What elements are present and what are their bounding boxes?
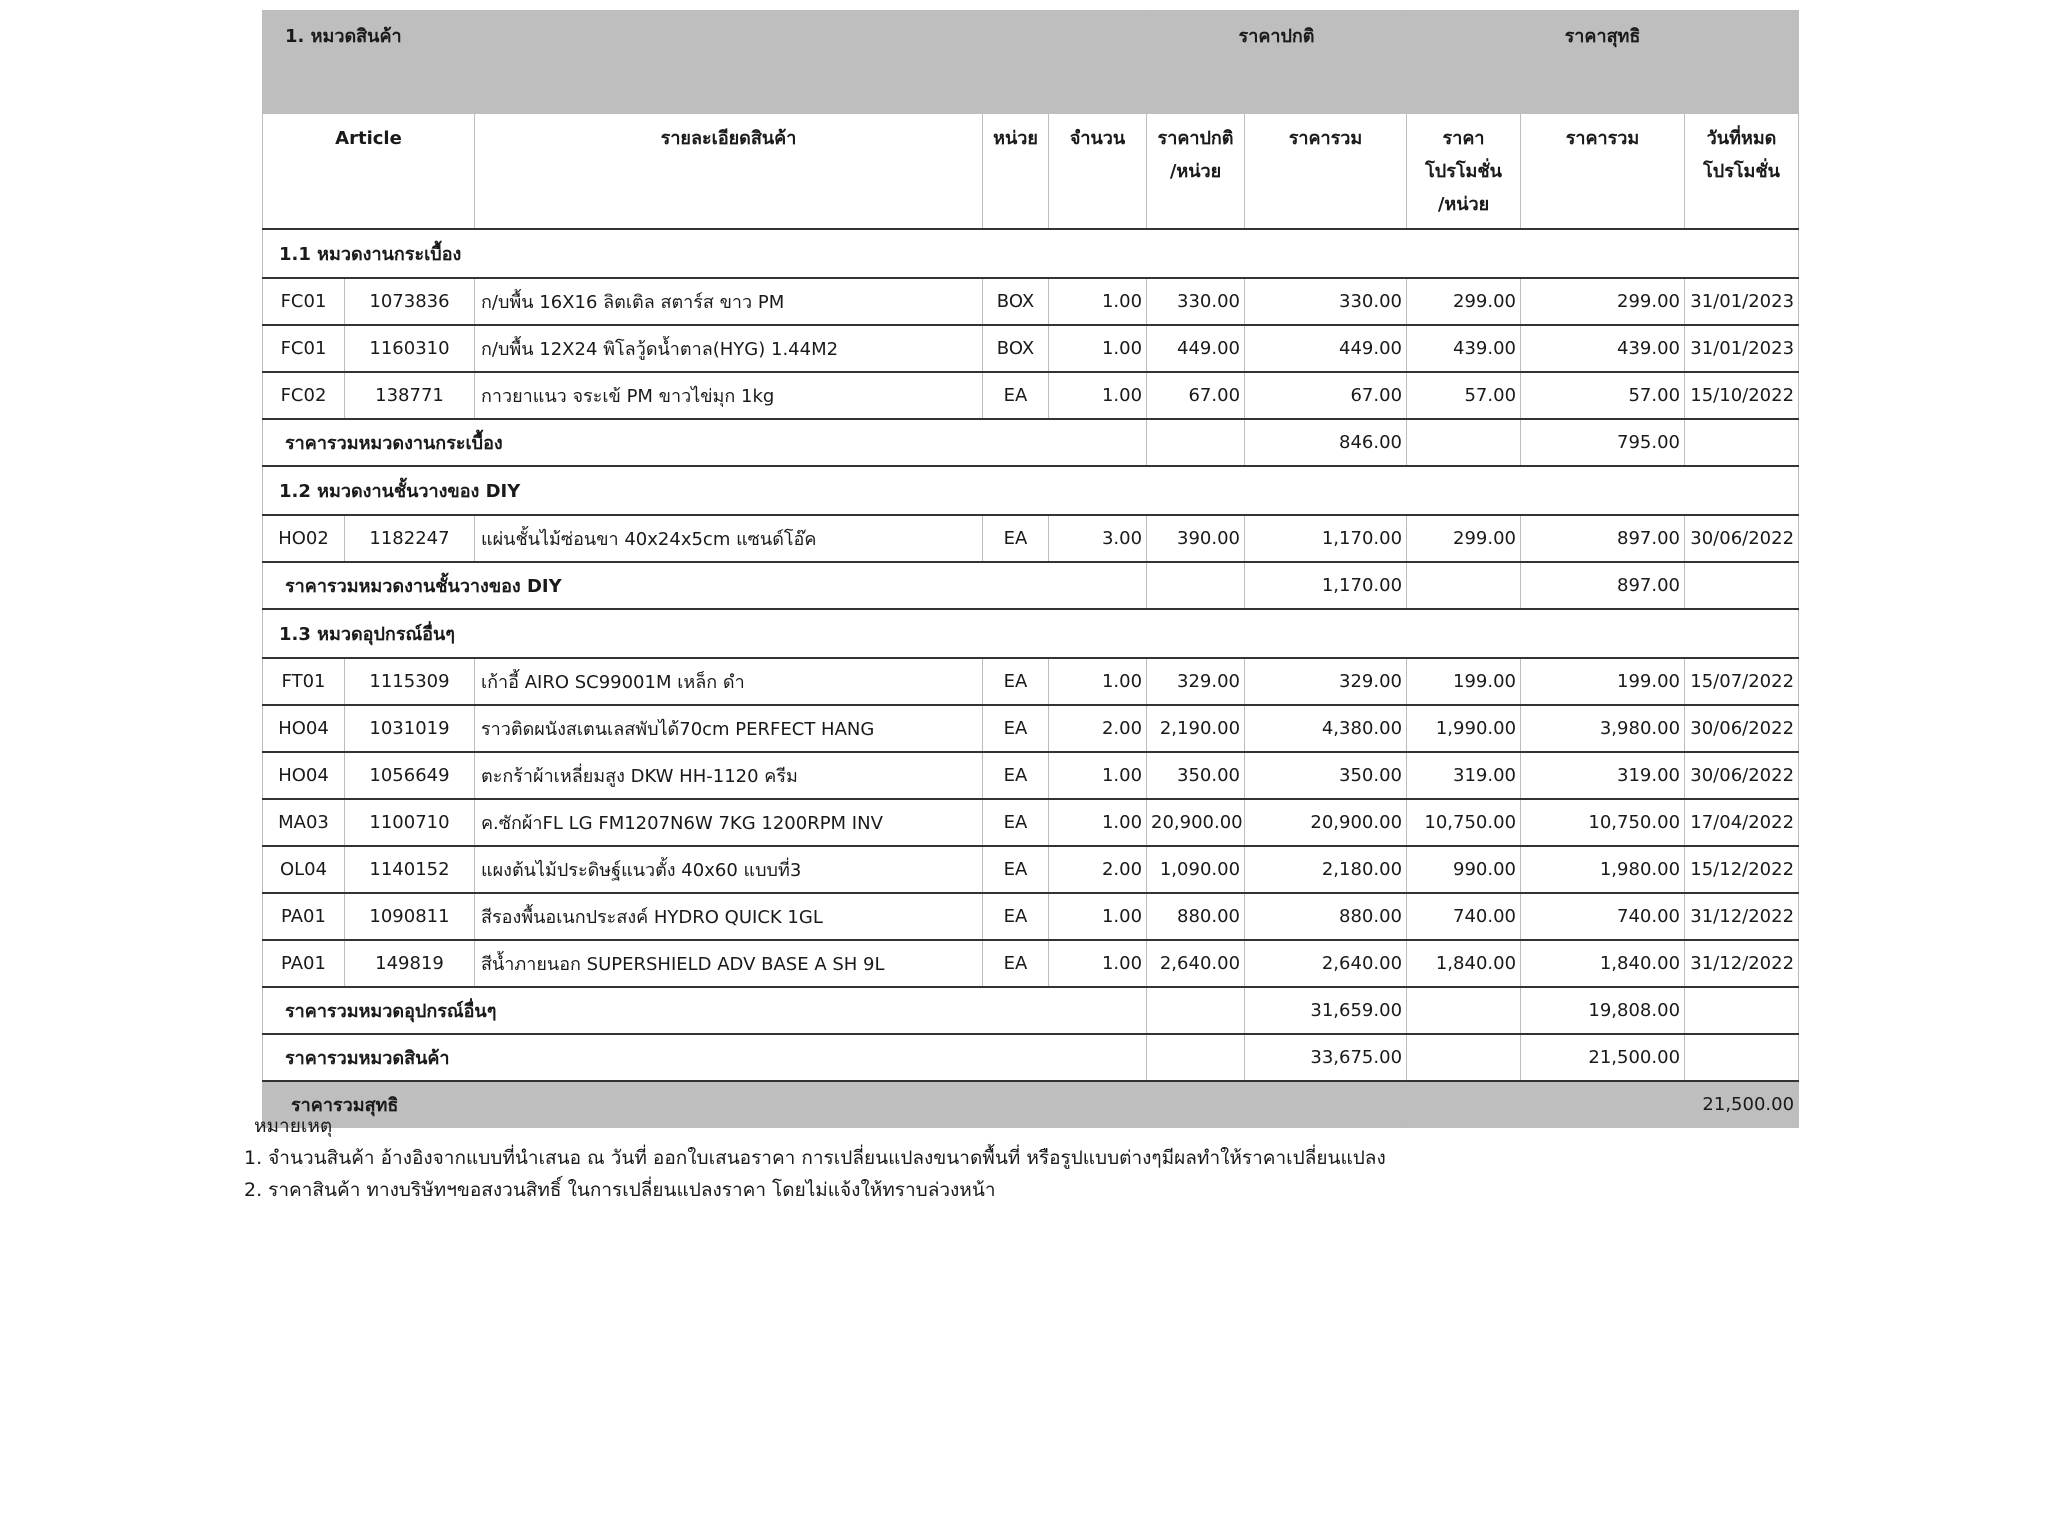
item-promo-total: 199.00 bbox=[1521, 658, 1685, 705]
item-price-per-unit: 1,090.00 bbox=[1147, 846, 1245, 893]
col-promo-total: ราคารวม bbox=[1521, 114, 1685, 230]
col-price-per-unit-line1: ราคาปกติ bbox=[1157, 128, 1234, 149]
item-description: เก้าอี้ AIRO SC99001M เหล็ก ดำ bbox=[475, 658, 983, 705]
subtotal-spacer bbox=[1685, 562, 1799, 609]
col-price-per-unit-line2: /หน่วย bbox=[1169, 161, 1222, 182]
item-group-code: FC01 bbox=[263, 325, 345, 372]
item-promo-end: 31/12/2022 bbox=[1685, 893, 1799, 940]
category-title: 1.1 หมวดงานกระเบื้อง bbox=[263, 229, 1799, 278]
item-qty: 1.00 bbox=[1049, 752, 1147, 799]
item-total: 449.00 bbox=[1245, 325, 1407, 372]
table-row bbox=[263, 846, 1799, 893]
item-article: 1182247 bbox=[345, 515, 475, 562]
item-description: ก/บพื้น 12X24 พิโลวู้ดน้ำตาล(HYG) 1.44M2 bbox=[475, 325, 983, 372]
item-total: 4,380.00 bbox=[1245, 705, 1407, 752]
item-description: ราวติดผนังสเตนเลสพับได้70cm PERFECT HANG bbox=[475, 705, 983, 752]
grand-total-label: ราคารวมสุทธิ bbox=[263, 1081, 1407, 1128]
col-unit: หน่วย bbox=[983, 114, 1049, 230]
item-promo-end: 15/07/2022 bbox=[1685, 658, 1799, 705]
section-title: 1. หมวดสินค้า bbox=[263, 11, 1147, 114]
item-promo-end: 31/01/2023 bbox=[1685, 325, 1799, 372]
col-qty: จำนวน bbox=[1049, 114, 1147, 230]
column-header-row bbox=[263, 114, 1799, 230]
item-unit: EA bbox=[983, 515, 1049, 562]
subtotal-spacer bbox=[1407, 987, 1521, 1034]
item-group-code: PA01 bbox=[263, 940, 345, 987]
item-description: ค.ซักผ้าFL LG FM1207N6W 7KG 1200RPM INV bbox=[475, 799, 983, 846]
item-promo-end: 15/12/2022 bbox=[1685, 846, 1799, 893]
item-price-per-unit: 880.00 bbox=[1147, 893, 1245, 940]
subtotal-spacer bbox=[1407, 562, 1521, 609]
item-description: แผ่นชั้นไม้ซ่อนขา 40x24x5cm แซนด์โอ๊ค bbox=[475, 515, 983, 562]
item-group-code: FC02 bbox=[263, 372, 345, 419]
item-unit: EA bbox=[983, 940, 1049, 987]
item-qty: 3.00 bbox=[1049, 515, 1147, 562]
item-article: 1160310 bbox=[345, 325, 475, 372]
category-subtotal-row bbox=[263, 987, 1799, 1034]
item-promo-total: 439.00 bbox=[1521, 325, 1685, 372]
item-total: 880.00 bbox=[1245, 893, 1407, 940]
item-promo-end: 31/01/2023 bbox=[1685, 278, 1799, 325]
col-total: ราคารวม bbox=[1245, 114, 1407, 230]
section-total-spacer bbox=[1147, 1034, 1245, 1081]
item-qty: 1.00 bbox=[1049, 372, 1147, 419]
item-group-code: FT01 bbox=[263, 658, 345, 705]
item-price-per-unit: 67.00 bbox=[1147, 372, 1245, 419]
item-promo-price: 740.00 bbox=[1407, 893, 1521, 940]
item-price-per-unit: 2,640.00 bbox=[1147, 940, 1245, 987]
category-subtotal-net: 795.00 bbox=[1521, 419, 1685, 466]
item-article: 1031019 bbox=[345, 705, 475, 752]
category-subtotal-row bbox=[263, 562, 1799, 609]
item-price-per-unit: 449.00 bbox=[1147, 325, 1245, 372]
category-header-row bbox=[263, 609, 1799, 658]
item-description: สีรองพื้นอเนกประสงค์ HYDRO QUICK 1GL bbox=[475, 893, 983, 940]
col-article: Article bbox=[263, 114, 475, 230]
item-unit: EA bbox=[983, 846, 1049, 893]
col-promo-line2: โปรโมชั่น bbox=[1425, 161, 1502, 182]
table-row bbox=[263, 752, 1799, 799]
item-total: 1,170.00 bbox=[1245, 515, 1407, 562]
item-promo-end: 30/06/2022 bbox=[1685, 705, 1799, 752]
item-promo-end: 15/10/2022 bbox=[1685, 372, 1799, 419]
item-qty: 1.00 bbox=[1049, 278, 1147, 325]
table-row bbox=[263, 515, 1799, 562]
regular-price-group-header: ราคาปกติ bbox=[1147, 11, 1407, 114]
item-description: ตะกร้าผ้าเหลี่ยมสูง DKW HH-1120 ครีม bbox=[475, 752, 983, 799]
item-promo-price: 319.00 bbox=[1407, 752, 1521, 799]
category-subtotal-regular: 846.00 bbox=[1245, 419, 1407, 466]
item-promo-price: 439.00 bbox=[1407, 325, 1521, 372]
item-article: 1056649 bbox=[345, 752, 475, 799]
table-row bbox=[263, 940, 1799, 987]
item-price-per-unit: 390.00 bbox=[1147, 515, 1245, 562]
table-row bbox=[263, 658, 1799, 705]
item-article: 138771 bbox=[345, 372, 475, 419]
grand-total-value: 21,500.00 bbox=[1407, 1081, 1799, 1128]
item-total: 20,900.00 bbox=[1245, 799, 1407, 846]
item-qty: 1.00 bbox=[1049, 799, 1147, 846]
item-qty: 1.00 bbox=[1049, 658, 1147, 705]
category-subtotal-net: 19,808.00 bbox=[1521, 987, 1685, 1034]
quotation-table bbox=[262, 10, 1799, 1128]
category-subtotal-label: ราคารวมหมวดงานชั้นวางของ DIY bbox=[263, 562, 1147, 609]
category-subtotal-net: 897.00 bbox=[1521, 562, 1685, 609]
item-promo-total: 299.00 bbox=[1521, 278, 1685, 325]
item-promo-price: 10,750.00 bbox=[1407, 799, 1521, 846]
item-promo-end: 31/12/2022 bbox=[1685, 940, 1799, 987]
section-total-regular: 33,675.00 bbox=[1245, 1034, 1407, 1081]
table-row bbox=[263, 325, 1799, 372]
category-subtotal-label: ราคารวมหมวดอุปกรณ์อื่นๆ bbox=[263, 987, 1147, 1034]
item-unit: BOX bbox=[983, 278, 1049, 325]
item-unit: EA bbox=[983, 705, 1049, 752]
item-promo-total: 319.00 bbox=[1521, 752, 1685, 799]
item-price-per-unit: 2,190.00 bbox=[1147, 705, 1245, 752]
item-total: 2,180.00 bbox=[1245, 846, 1407, 893]
table-row bbox=[263, 278, 1799, 325]
item-promo-total: 3,980.00 bbox=[1521, 705, 1685, 752]
item-article: 149819 bbox=[345, 940, 475, 987]
item-group-code: OL04 bbox=[263, 846, 345, 893]
subtotal-spacer bbox=[1685, 987, 1799, 1034]
notes-title: หมายเหตุ bbox=[254, 1115, 333, 1137]
section-total-row bbox=[263, 1034, 1799, 1081]
col-price-per-unit bbox=[1147, 114, 1245, 230]
table-row bbox=[263, 705, 1799, 752]
item-article: 1100710 bbox=[345, 799, 475, 846]
item-group-code: PA01 bbox=[263, 893, 345, 940]
item-group-code: FC01 bbox=[263, 278, 345, 325]
category-title: 1.3 หมวดอุปกรณ์อื่นๆ bbox=[263, 609, 1799, 658]
item-group-code: MA03 bbox=[263, 799, 345, 846]
category-header-row bbox=[263, 229, 1799, 278]
section-total-net: 21,500.00 bbox=[1521, 1034, 1685, 1081]
item-qty: 1.00 bbox=[1049, 325, 1147, 372]
item-price-per-unit: 329.00 bbox=[1147, 658, 1245, 705]
subtotal-spacer bbox=[1147, 562, 1245, 609]
item-promo-price: 199.00 bbox=[1407, 658, 1521, 705]
item-qty: 2.00 bbox=[1049, 846, 1147, 893]
table-row bbox=[263, 799, 1799, 846]
item-price-per-unit: 20,900.00 bbox=[1147, 799, 1245, 846]
item-promo-total: 740.00 bbox=[1521, 893, 1685, 940]
item-total: 67.00 bbox=[1245, 372, 1407, 419]
item-unit: EA bbox=[983, 752, 1049, 799]
item-promo-price: 990.00 bbox=[1407, 846, 1521, 893]
note-item: 1. จำนวนสินค้า อ้างอิงจากแบบที่นำเสนอ ณ วันที่ ออกใบเสนอราคา การเปลี่ยนแปลงขนาดพื้นที่ หรือรูปแบบต่างๆมีผลทำให้ราคาเปลี่ยนแปลง bbox=[244, 1147, 1386, 1169]
item-description: กาวยาแนว จระเข้ PM ขาวไข่มุก 1kg bbox=[475, 372, 983, 419]
item-unit: EA bbox=[983, 799, 1049, 846]
notes-section bbox=[244, 1110, 1386, 1206]
item-promo-price: 299.00 bbox=[1407, 515, 1521, 562]
subtotal-spacer bbox=[1407, 419, 1521, 466]
item-total: 329.00 bbox=[1245, 658, 1407, 705]
item-article: 1140152 bbox=[345, 846, 475, 893]
section-total-spacer bbox=[1407, 1034, 1521, 1081]
item-qty: 1.00 bbox=[1049, 893, 1147, 940]
item-promo-end: 30/06/2022 bbox=[1685, 752, 1799, 799]
item-unit: BOX bbox=[983, 325, 1049, 372]
item-promo-price: 299.00 bbox=[1407, 278, 1521, 325]
item-qty: 2.00 bbox=[1049, 705, 1147, 752]
item-price-per-unit: 330.00 bbox=[1147, 278, 1245, 325]
item-total: 350.00 bbox=[1245, 752, 1407, 799]
item-article: 1073836 bbox=[345, 278, 475, 325]
item-promo-price: 1,990.00 bbox=[1407, 705, 1521, 752]
item-unit: EA bbox=[983, 658, 1049, 705]
subtotal-spacer bbox=[1147, 419, 1245, 466]
table-row bbox=[263, 372, 1799, 419]
col-promo-end bbox=[1685, 114, 1799, 230]
col-promo-price bbox=[1407, 114, 1521, 230]
item-article: 1090811 bbox=[345, 893, 475, 940]
col-promo-end-line2: โปรโมชั่น bbox=[1703, 161, 1780, 182]
item-qty: 1.00 bbox=[1049, 940, 1147, 987]
category-title: 1.2 หมวดงานชั้นวางของ DIY bbox=[263, 466, 1799, 515]
item-description: แผงต้นไม้ประดิษฐ์แนวตั้ง 40x60 แบบที่3 bbox=[475, 846, 983, 893]
item-group-code: HO04 bbox=[263, 752, 345, 799]
category-subtotal-regular: 1,170.00 bbox=[1245, 562, 1407, 609]
col-promo-end-line1: วันที่หมด bbox=[1706, 128, 1777, 149]
category-subtotal-row bbox=[263, 419, 1799, 466]
item-promo-total: 1,840.00 bbox=[1521, 940, 1685, 987]
section-header-row bbox=[263, 11, 1799, 114]
item-promo-total: 10,750.00 bbox=[1521, 799, 1685, 846]
item-promo-price: 1,840.00 bbox=[1407, 940, 1521, 987]
item-promo-end: 30/06/2022 bbox=[1685, 515, 1799, 562]
section-total-label: ราคารวมหมวดสินค้า bbox=[263, 1034, 1147, 1081]
item-group-code: HO02 bbox=[263, 515, 345, 562]
section-total-spacer bbox=[1685, 1034, 1799, 1081]
subtotal-spacer bbox=[1685, 419, 1799, 466]
item-price-per-unit: 350.00 bbox=[1147, 752, 1245, 799]
item-description: สีน้ำภายนอก SUPERSHIELD ADV BASE A SH 9L bbox=[475, 940, 983, 987]
item-group-code: HO04 bbox=[263, 705, 345, 752]
col-promo-line1: ราคา bbox=[1442, 128, 1485, 149]
category-header-row bbox=[263, 466, 1799, 515]
item-promo-total: 57.00 bbox=[1521, 372, 1685, 419]
col-description: รายละเอียดสินค้า bbox=[475, 114, 983, 230]
net-price-group-header: ราคาสุทธิ bbox=[1407, 11, 1799, 114]
item-article: 1115309 bbox=[345, 658, 475, 705]
table-row bbox=[263, 893, 1799, 940]
category-subtotal-regular: 31,659.00 bbox=[1245, 987, 1407, 1034]
item-promo-total: 897.00 bbox=[1521, 515, 1685, 562]
item-promo-price: 57.00 bbox=[1407, 372, 1521, 419]
category-subtotal-label: ราคารวมหมวดงานกระเบื้อง bbox=[263, 419, 1147, 466]
item-total: 2,640.00 bbox=[1245, 940, 1407, 987]
item-unit: EA bbox=[983, 372, 1049, 419]
col-promo-line3: /หน่วย bbox=[1437, 194, 1490, 215]
note-item: 2. ราคาสินค้า ทางบริษัทฯขอสงวนสิทธิ์ ในการเปลี่ยนแปลงราคา โดยไม่แจ้งให้ทราบล่วงหน้า bbox=[244, 1179, 996, 1201]
item-description: ก/บพื้น 16X16 ลิตเติล สตาร์ส ขาว PM bbox=[475, 278, 983, 325]
item-unit: EA bbox=[983, 893, 1049, 940]
item-total: 330.00 bbox=[1245, 278, 1407, 325]
item-promo-end: 17/04/2022 bbox=[1685, 799, 1799, 846]
subtotal-spacer bbox=[1147, 987, 1245, 1034]
item-promo-total: 1,980.00 bbox=[1521, 846, 1685, 893]
